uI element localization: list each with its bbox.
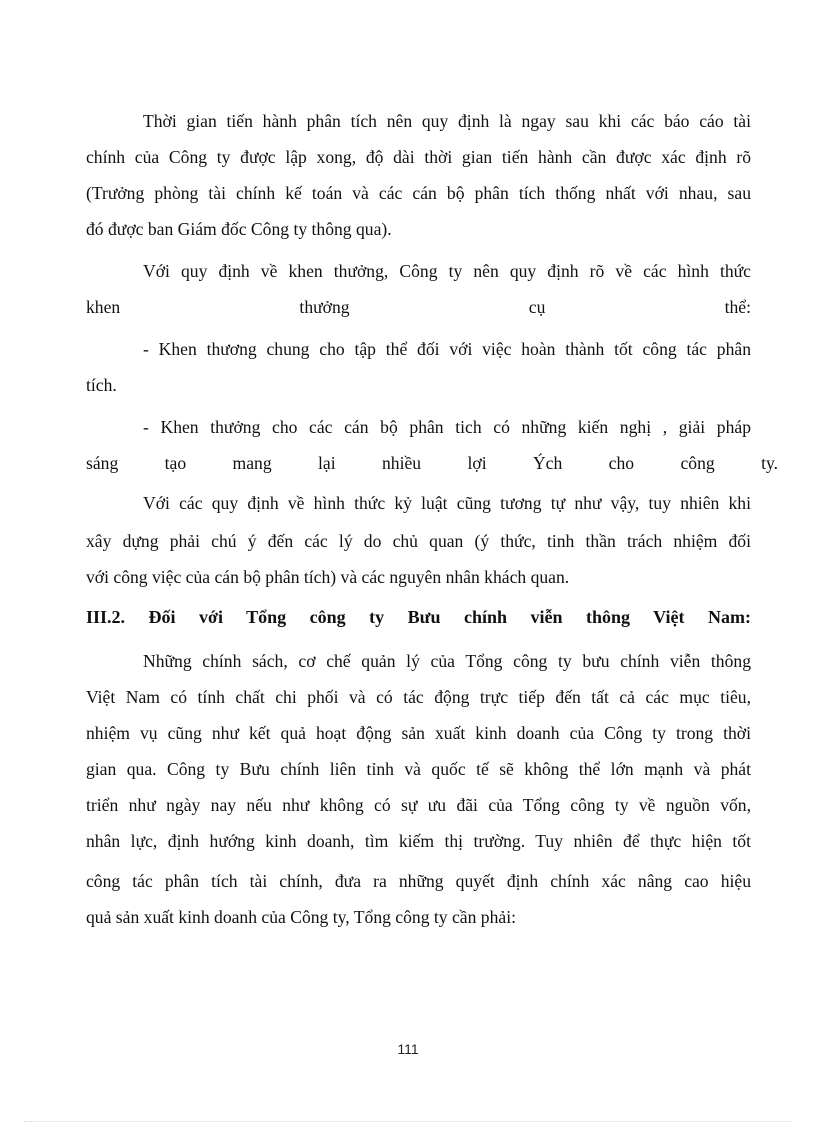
text-line: nhân lực, định hướng kinh doanh, tìm kiếm thị trường. Tuy nhiên để thực hiện tốt <box>86 831 751 851</box>
text-line: công tác phân tích tài chính, đưa ra những quyết định chính xác nâng cao hiệu <box>86 871 751 891</box>
text-line: Việt Nam có tính chất chi phối và có tác động trực tiếp đến tất cả các mục tiêu, <box>86 687 751 707</box>
text-line: sáng tạo mang lại nhiều lợi Ých cho công ty. <box>86 453 779 473</box>
text-line: Những chính sách, cơ chế quản lý của Tổng công ty bưu chính viễn thông <box>143 651 751 671</box>
text-line: Với các quy định về hình thức kỷ luật cũng tương tự như vậy, tuy nhiên khi <box>143 493 751 513</box>
text-line: - Khen thương chung cho tập thể đối với việc hoàn thành tốt công tác phân <box>143 339 751 359</box>
text-line: gian qua. Công ty Bưu chính liên tỉnh và quốc tế sẽ không thể lớn mạnh và phát <box>86 759 751 779</box>
page-bottom-divider <box>24 1121 792 1122</box>
text-line: xây dựng phải chú ý đến các lý do chủ quan (ý thức, tinh thần trách nhiệm đối <box>86 531 751 551</box>
text-line: chính của Công ty được lập xong, độ dài thời gian tiến hành cần được xác định rõ <box>86 147 751 167</box>
page-number: 111 <box>397 1041 419 1057</box>
text-line: với công việc của cán bộ phân tích) và các nguyên nhân khách quan. <box>86 567 570 587</box>
text-line: đó được ban Giám đốc Công ty thông qua). <box>86 219 392 239</box>
text-line: triển như ngày nay nếu như không có sự ưu đãi của Tổng công ty về nguồn vốn, <box>86 795 751 815</box>
text-line: khen thưởng cụ thể: <box>86 297 751 317</box>
text-line: quả sản xuất kinh doanh của Công ty, Tổng công ty cần phải: <box>86 907 516 927</box>
text-line: - Khen thưởng cho các cán bộ phân tich có những kiến nghị , giải pháp <box>143 417 751 437</box>
text-line: Thời gian tiến hành phân tích nên quy định là ngay sau khi các báo cáo tài <box>143 111 751 131</box>
text-line: tích. <box>86 375 117 395</box>
section-heading: III.2. Đối với Tổng công ty Bưu chính viễn thông Việt Nam: <box>86 607 751 627</box>
text-line: (Trưởng phòng tài chính kế toán và các cán bộ phân tích thống nhất với nhau, sau <box>86 183 751 203</box>
text-line: Với quy định về khen thưởng, Công ty nên quy định rõ về các hình thức <box>143 261 751 281</box>
text-line: nhiệm vụ cũng như kết quả hoạt động sản xuất kinh doanh của Công ty trong thời <box>86 723 751 743</box>
